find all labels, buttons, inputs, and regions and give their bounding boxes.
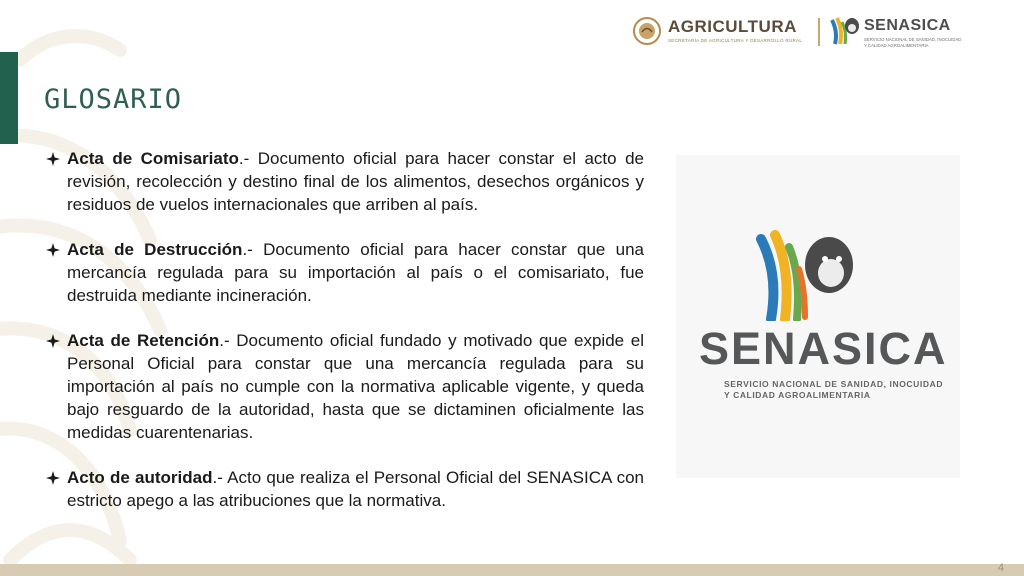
page-number: 4 <box>997 562 1004 574</box>
page-title: GLOSARIO <box>44 84 183 115</box>
senasica-name-small: SENASICA <box>864 17 951 34</box>
senasica-small-logo-icon <box>828 14 862 48</box>
glossary-item <box>46 147 644 216</box>
glossary-term: Acta de Retención <box>67 331 220 350</box>
diamond-bullet-icon <box>46 334 60 348</box>
glossary-term: Acta de Destrucción <box>67 240 243 259</box>
glossary-item <box>46 329 644 444</box>
senasica-name-large: SENASICA <box>699 323 948 374</box>
glossary-definition: .- Documento oficial para hacer constar el acto de revisión, recolección y destino final de los alimentos, desechos orgánicos y residuos de vuelos internacionales que arriben al país. <box>67 149 644 214</box>
glossary-item <box>46 466 644 512</box>
title-accent-bar <box>0 52 18 144</box>
glossary-definition: .- Documento oficial fundado y motivado que expide el Personal Oficial para constar que una mercancía regulada para su importación al país no cumple con la normativa aplicable vigente, y queda bajo resguardo de la autoridad, hasta que se dictaminen oficialmente las medidas cuarentenarias. <box>67 331 645 442</box>
diamond-bullet-icon <box>46 152 60 166</box>
diamond-bullet-icon <box>46 243 60 257</box>
glossary-definition: .- Acto que realiza el Personal Oficial del SENASICA con estricto apego a las atribuciones que la normativa. <box>67 468 644 510</box>
glossary-term: Acto de autoridad <box>67 468 213 487</box>
diamond-bullet-icon <box>46 471 60 485</box>
senasica-logo-panel <box>676 155 960 478</box>
footer-strip <box>0 564 1024 576</box>
header-logos <box>632 14 962 50</box>
glossary-list <box>46 147 644 534</box>
glossary-definition: .- Documento oficial para hacer constar que una mercancía regulada para su importación al país o el comisariato, fue destruida mediante incineración. <box>67 240 644 305</box>
logo-divider <box>818 18 820 46</box>
agricultura-subtitle: SECRETARÍA DE AGRICULTURA Y DESARROLLO RURAL <box>668 38 803 43</box>
agricultura-name: AGRICULTURA <box>668 17 797 36</box>
senasica-logo-icon <box>749 229 869 321</box>
glossary-item <box>46 238 644 307</box>
glossary-term: Acta de Comisariato <box>67 149 239 168</box>
senasica-subtitle-large: SERVICIO NACIONAL DE SANIDAD, INOCUIDAD Y CALIDAD AGROALIMENTARIA <box>724 379 944 400</box>
mexico-coat-of-arms-icon <box>632 16 662 46</box>
senasica-subtitle-small: SERVICIO NACIONAL DE SANIDAD, INOCUIDAD Y CALIDAD AGROALIMENTARIA <box>864 37 962 48</box>
